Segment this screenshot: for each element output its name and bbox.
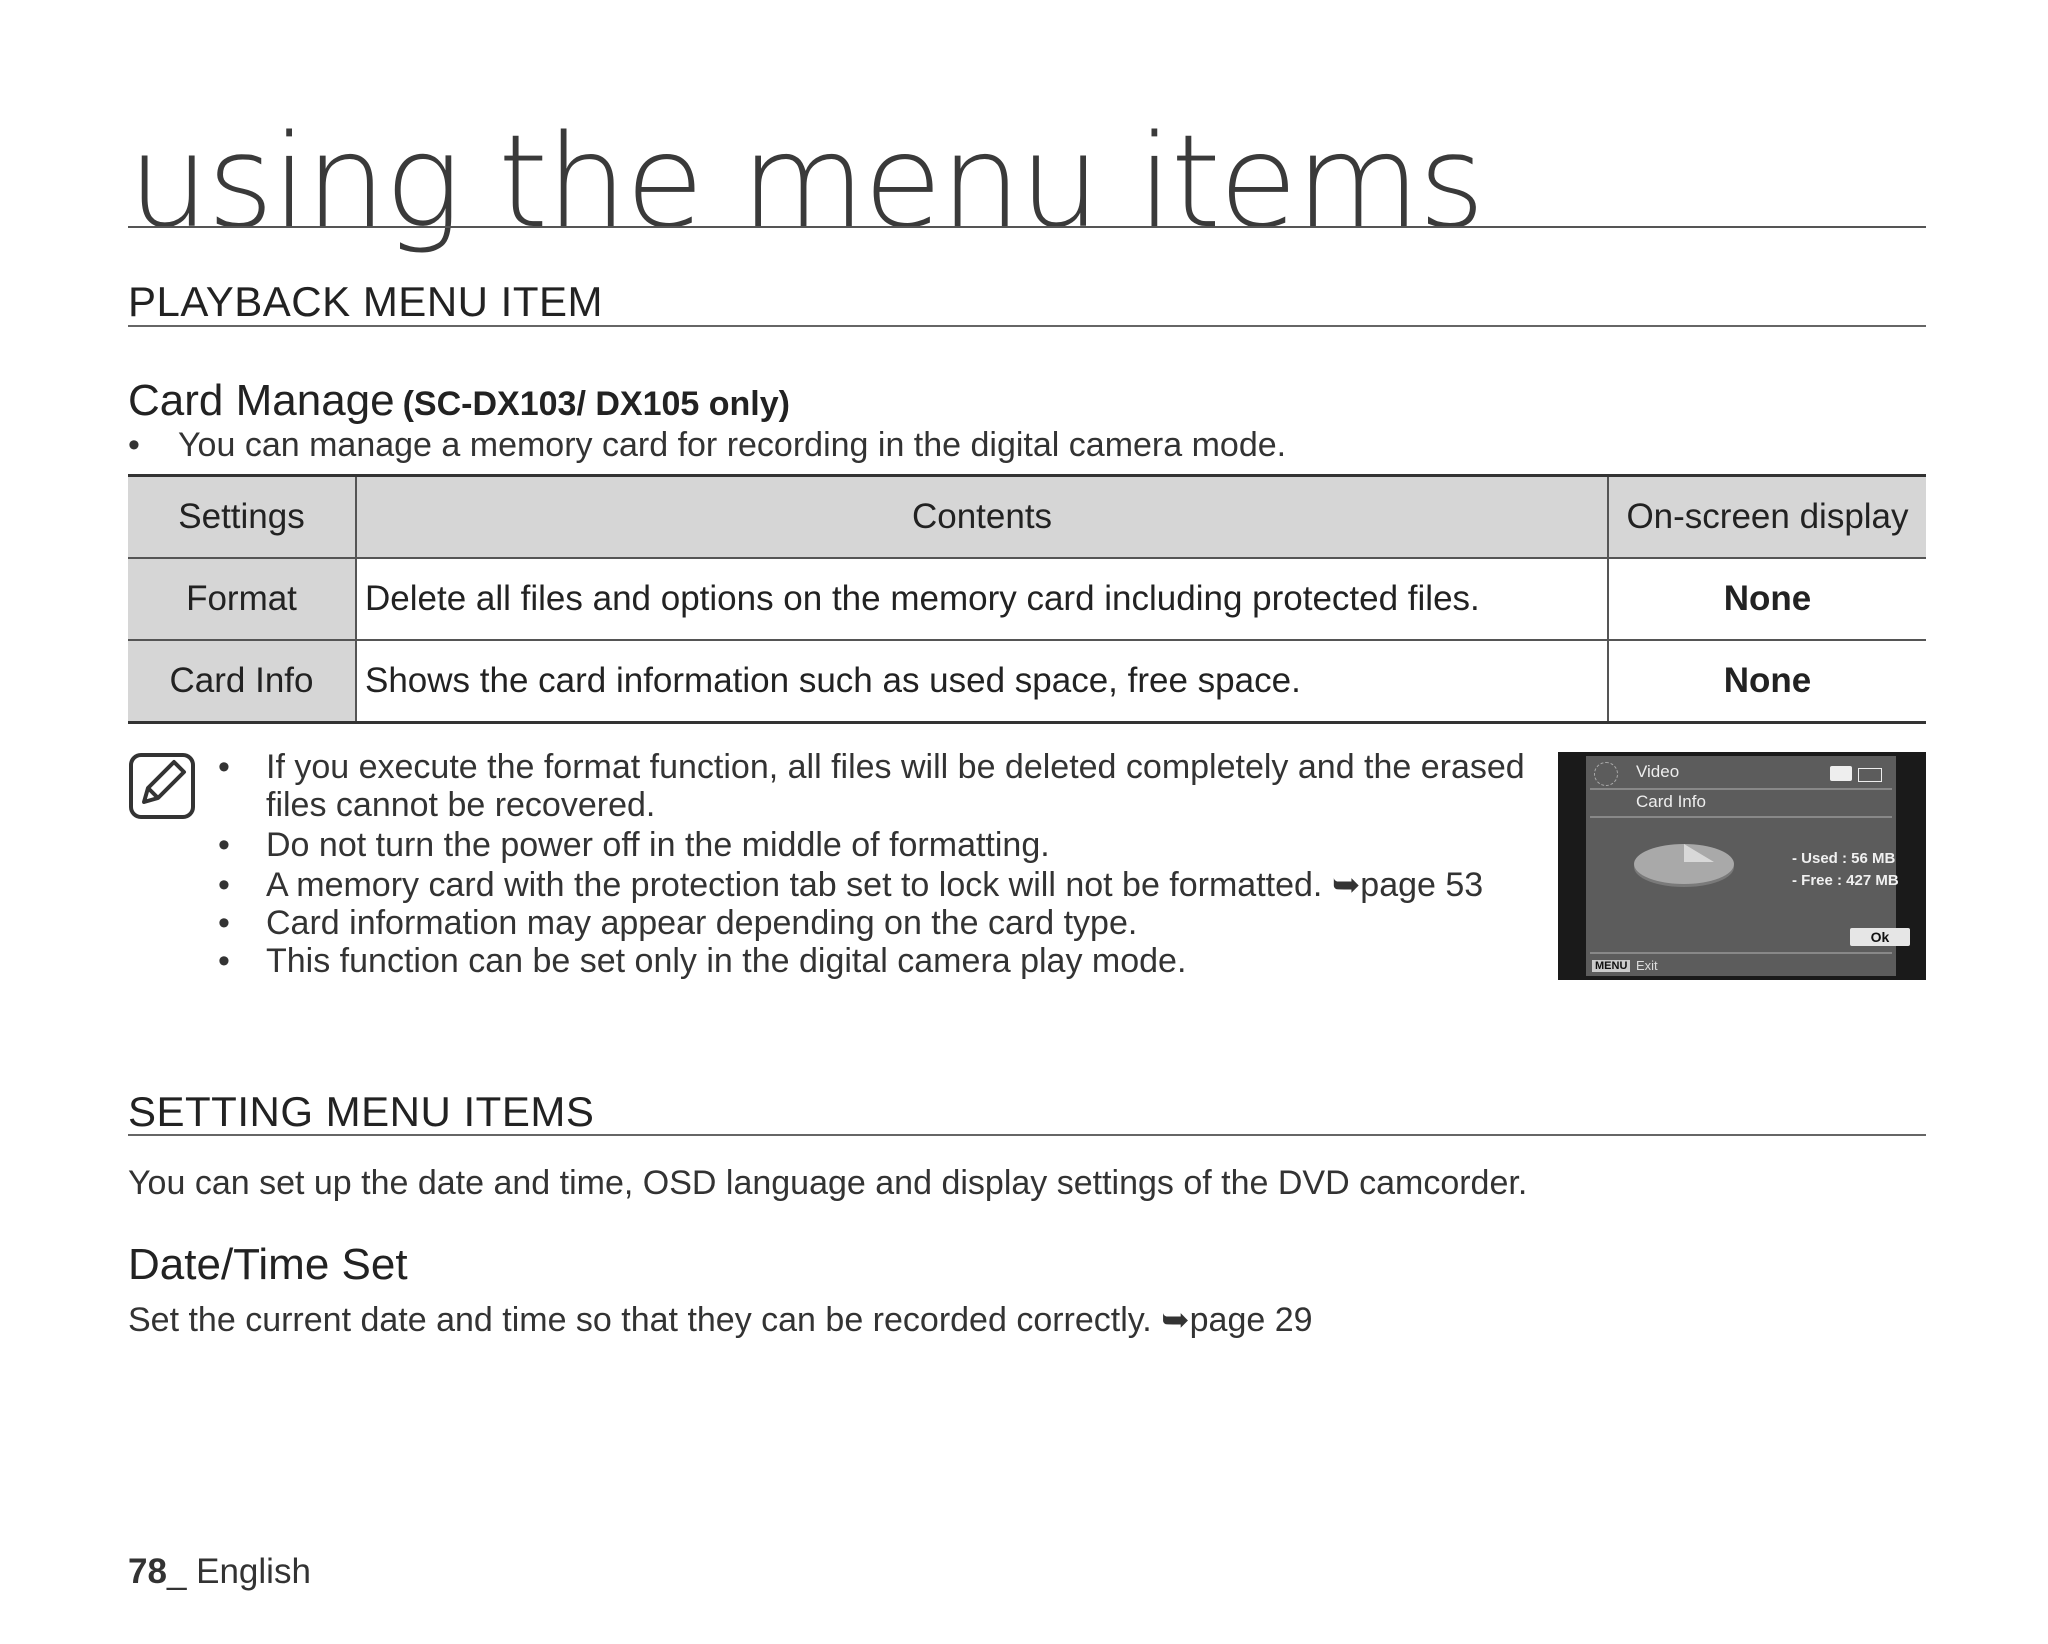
table-header-row bbox=[128, 476, 1926, 559]
title-rule bbox=[128, 226, 1926, 228]
battery-icon bbox=[1858, 768, 1882, 782]
osd-used: - Used : 56 MB bbox=[1792, 850, 1896, 867]
table-row bbox=[128, 558, 1926, 640]
osd-top-bar bbox=[1586, 756, 1896, 786]
setting-menu-heading: SETTING MENU ITEMS bbox=[128, 1088, 595, 1135]
date-time-text: Set the current date and time so that they can be recorded correctly. ➥page 29 bbox=[128, 1301, 1313, 1339]
bullet-dot: • bbox=[128, 426, 140, 464]
row-setting: Format bbox=[128, 558, 356, 640]
bullet-dot: • bbox=[218, 826, 230, 864]
bullet-dot: • bbox=[218, 942, 230, 980]
osd-divider bbox=[1590, 788, 1892, 790]
bullet-dot: • bbox=[218, 904, 230, 942]
memory-card-icon bbox=[1830, 766, 1852, 781]
card-manage-qualifier: (SC-DX103/ DX105 only) bbox=[402, 385, 790, 423]
bullet-dot: • bbox=[218, 866, 230, 904]
osd-exit: Exit bbox=[1636, 958, 1658, 973]
page-footer bbox=[128, 1552, 311, 1592]
date-time-heading: Date/Time Set bbox=[128, 1240, 408, 1289]
page-number: 78 bbox=[128, 1552, 167, 1591]
note-item bbox=[214, 748, 1554, 786]
osd-panel bbox=[1586, 756, 1899, 976]
note-text: Card information may appear depending on the card type. bbox=[266, 904, 1138, 942]
card-manage-heading bbox=[128, 376, 790, 426]
card-info-screen bbox=[1558, 752, 1926, 980]
header-contents: Contents bbox=[356, 476, 1608, 559]
page-title: using the menu items bbox=[128, 108, 1483, 257]
note-item bbox=[214, 942, 1554, 980]
card-manage-bullet-text: You can manage a memory card for recording in the digital camera mode. bbox=[178, 426, 1287, 464]
card-manage-title: Card Manage bbox=[128, 376, 395, 425]
note-item bbox=[214, 866, 1554, 904]
header-settings: Settings bbox=[128, 476, 356, 559]
note-pencil-icon bbox=[128, 752, 196, 820]
playback-menu-heading: PLAYBACK MENU ITEM bbox=[128, 278, 603, 325]
footer-language: _ English bbox=[166, 1552, 311, 1591]
usage-pie-slice bbox=[1684, 844, 1714, 862]
osd-title: Card Info bbox=[1636, 792, 1706, 811]
card-manage-table bbox=[128, 474, 1926, 724]
table-row bbox=[128, 640, 1926, 723]
video-mode-icon bbox=[1594, 762, 1618, 786]
note-text: If you execute the format function, all files will be deleted completely and the erased bbox=[266, 748, 1525, 786]
note-item bbox=[214, 904, 1554, 942]
row-setting: Card Info bbox=[128, 640, 356, 723]
osd-ok-button[interactable]: Ok bbox=[1850, 928, 1910, 946]
row-display: None bbox=[1608, 558, 1926, 640]
setting-heading-rule bbox=[128, 1134, 1926, 1136]
row-display: None bbox=[1608, 640, 1926, 723]
playback-heading-rule bbox=[128, 325, 1926, 327]
osd-divider bbox=[1590, 816, 1892, 818]
bullet-dot: • bbox=[218, 748, 230, 786]
header-on-screen-display: On-screen display bbox=[1608, 476, 1926, 559]
osd-divider bbox=[1590, 952, 1892, 954]
setting-intro: You can set up the date and time, OSD language and display settings of the DVD camcorder. bbox=[128, 1164, 1528, 1202]
note-text: files cannot be recovered. bbox=[266, 786, 656, 824]
note-item bbox=[214, 826, 1554, 864]
osd-menu-key: MENU bbox=[1592, 960, 1630, 972]
row-contents: Delete all files and options on the memory card including protected files. bbox=[356, 558, 1608, 640]
osd-mode: Video bbox=[1636, 762, 1680, 781]
note-text: A memory card with the protection tab set to lock will not be formatted. ➥page 53 bbox=[266, 866, 1484, 904]
notes-list bbox=[214, 748, 1554, 980]
row-contents: Shows the card information such as used space, free space. bbox=[356, 640, 1608, 723]
note-item-continued bbox=[214, 786, 1554, 824]
note-text: This function can be set only in the digital camera play mode. bbox=[266, 942, 1187, 980]
note-text: Do not turn the power off in the middle of formatting. bbox=[266, 826, 1050, 864]
osd-free: - Free : 427 MB bbox=[1792, 872, 1899, 889]
card-manage-bullet bbox=[128, 426, 1286, 465]
